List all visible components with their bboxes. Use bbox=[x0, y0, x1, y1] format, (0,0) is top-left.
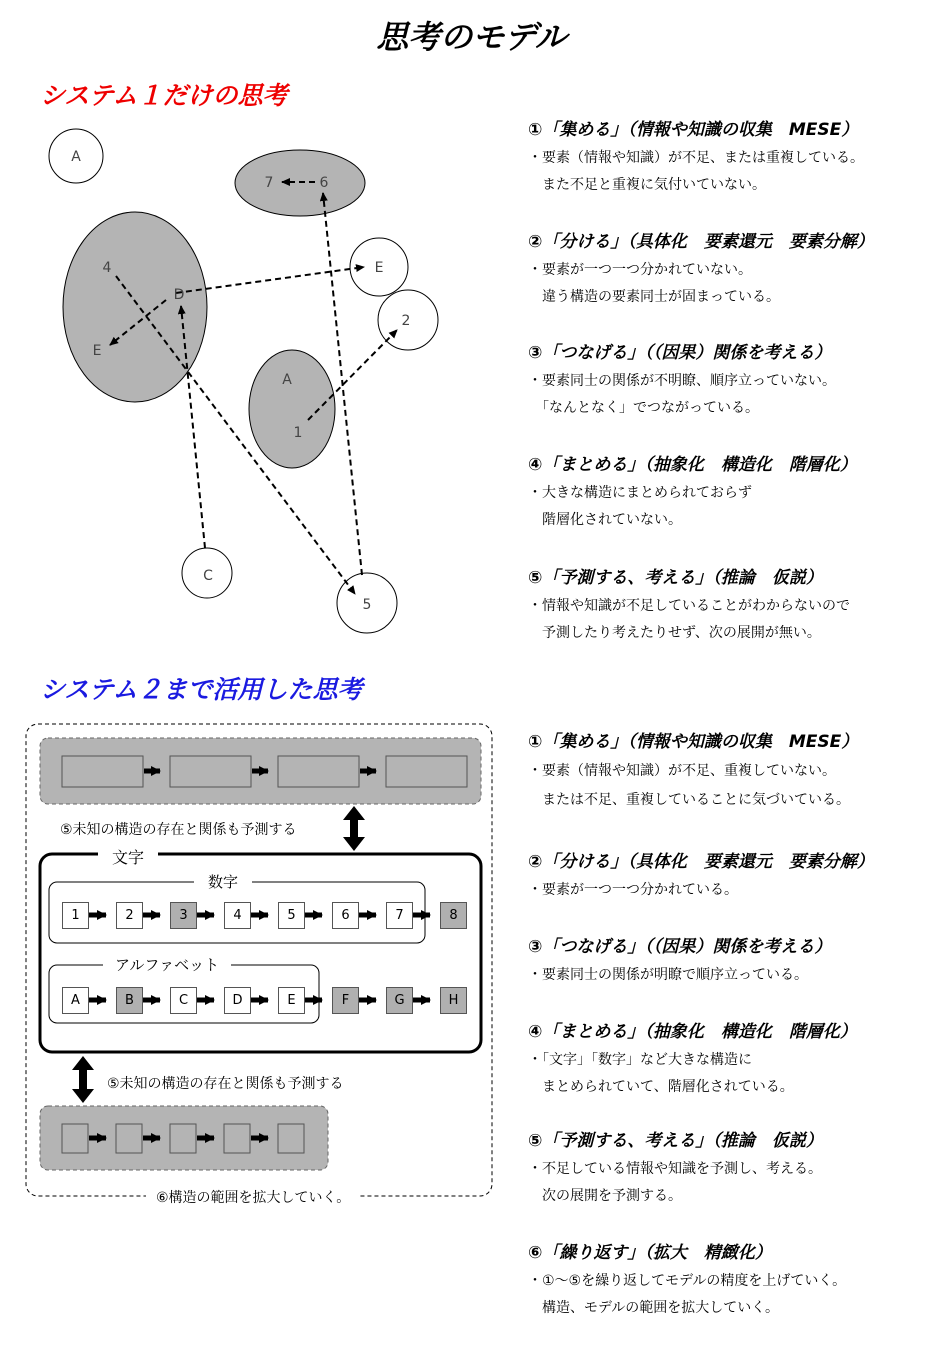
number-box-3: 3 bbox=[170, 902, 197, 929]
letter-box-a: A bbox=[62, 987, 89, 1014]
system1-item-2-line-1: ・要素が一つ一つ分かれていない。 bbox=[528, 262, 752, 278]
system1-item-2-line-2: 違う構造の要素同士が固まっている。 bbox=[528, 289, 780, 305]
system2-item-2 bbox=[528, 847, 874, 899]
system1-item-1-line-2: また不足と重複に気付いていない。 bbox=[528, 177, 766, 193]
system1-item-2 bbox=[528, 227, 874, 306]
system2-item-6-line-2: 構造、モデルの範囲を拡大していく。 bbox=[528, 1300, 780, 1316]
group-suji-label: 数字 bbox=[194, 871, 252, 892]
node-a-top: A bbox=[71, 149, 81, 165]
system1-item-3 bbox=[528, 338, 836, 417]
predict-label-bottom: ⑤未知の構造の存在と関係も予測する bbox=[107, 1076, 344, 1092]
system2-item-6-head: ⑥「繰り返す」（拡大 精緻化） bbox=[528, 1243, 772, 1263]
node-1: 1 bbox=[293, 425, 303, 441]
letter-box-c: C bbox=[170, 987, 197, 1014]
expand-label: ⑥構造の範囲を拡大していく。 bbox=[146, 1187, 360, 1207]
system2-item-6 bbox=[528, 1238, 846, 1317]
letter-box-g: G bbox=[386, 987, 413, 1014]
letter-box-f: F bbox=[332, 987, 359, 1014]
page-title: 思考のモデル bbox=[376, 18, 567, 56]
system1-item-2-head: ②「分ける」（具体化 要素還元 要素分解） bbox=[528, 232, 874, 252]
number-box-1: 1 bbox=[62, 902, 89, 929]
system2-item-4 bbox=[528, 1017, 857, 1096]
predict-label-top: ⑤未知の構造の存在と関係も予測する bbox=[60, 822, 297, 838]
system2-item-1 bbox=[528, 727, 858, 809]
system1-item-1 bbox=[528, 115, 864, 194]
group-moji-label: 文字 bbox=[98, 845, 158, 868]
node-5: 5 bbox=[362, 597, 372, 613]
system1-heading: システム１だけの思考 bbox=[40, 81, 288, 110]
system2-item-5-head: ⑤「予測する、考える」（推論 仮説） bbox=[528, 1131, 823, 1151]
system2-item-2-line-1: ・要素が一つ一つ分かれている。 bbox=[528, 882, 738, 898]
system1-item-4-head: ④「まとめる」（抽象化 構造化 階層化） bbox=[528, 455, 857, 475]
letter-box-e: E bbox=[278, 987, 305, 1014]
system2-item-4-line-2: まとめられていて、階層化されている。 bbox=[528, 1079, 794, 1095]
system1-item-5-head: ⑤「予測する、考える」（推論 仮説） bbox=[528, 568, 823, 588]
node-c: C bbox=[203, 568, 213, 584]
system2-item-6-line-1: ・①～⑤を繰り返してモデルの精度を上げていく。 bbox=[528, 1273, 847, 1289]
letter-box-d: D bbox=[224, 987, 251, 1014]
node-e-right: E bbox=[374, 260, 384, 276]
system2-item-1-head: ①「集める」（情報や知識の収集 MESE） bbox=[528, 732, 859, 752]
system1-item-1-head: ①「集める」（情報や知識の収集 MESE） bbox=[528, 120, 859, 140]
system2-item-5-line-2: 次の展開を予測する。 bbox=[528, 1188, 682, 1204]
moji-group-frame bbox=[40, 854, 481, 1052]
system2-item-3-head: ③「つなげる」（（因果）関係を考える） bbox=[528, 937, 832, 957]
system1-item-3-line-2: 「なんとなく」でつながっている。 bbox=[528, 400, 759, 416]
double-arrow-top bbox=[343, 806, 365, 851]
system1-item-4 bbox=[528, 450, 857, 529]
system2-item-3-line-1: ・要素同士の関係が明瞭で順序立っている。 bbox=[528, 967, 808, 983]
system2-item-3 bbox=[528, 932, 831, 984]
node-a-mid: A bbox=[282, 372, 292, 388]
system1-item-5-line-1: ・情報や知識が不足していることがわからないので bbox=[528, 598, 850, 614]
number-box-2: 2 bbox=[116, 902, 143, 929]
node-e-left: E bbox=[92, 343, 102, 359]
system2-item-5-line-1: ・不足している情報や知識を予測し、考える。 bbox=[528, 1161, 822, 1177]
system2-item-2-head: ②「分ける」（具体化 要素還元 要素分解） bbox=[528, 852, 874, 872]
number-box-7: 7 bbox=[386, 902, 413, 929]
system1-item-5-line-2: 予測したり考えたりせず、次の展開が無い。 bbox=[528, 625, 821, 641]
letter-box-h: H bbox=[440, 987, 467, 1014]
system2-item-4-head: ④「まとめる」（抽象化 構造化 階層化） bbox=[528, 1022, 857, 1042]
node-7: 7 bbox=[264, 175, 274, 191]
number-box-4: 4 bbox=[224, 902, 251, 929]
group-alpha-label: アルファベット bbox=[103, 954, 231, 975]
number-box-8: 8 bbox=[440, 902, 467, 929]
system1-item-3-head: ③「つなげる」（（因果）関係を考える） bbox=[528, 343, 832, 363]
system2-item-4-line-1: ・「文字」「数字」など大きな構造に bbox=[528, 1052, 752, 1068]
system2-heading: システム２まで活用した思考 bbox=[40, 675, 363, 704]
system1-item-4-line-1: ・大きな構造にまとめられておらず bbox=[528, 485, 752, 501]
system1-item-3-line-1: ・要素同士の関係が不明瞭、順序立っていない。 bbox=[528, 373, 836, 389]
node-2: 2 bbox=[401, 313, 411, 329]
system2-item-5 bbox=[528, 1126, 823, 1205]
letter-box-b: B bbox=[116, 987, 143, 1014]
node-4: 4 bbox=[102, 260, 112, 276]
system1-item-4-line-2: 階層化されていない。 bbox=[528, 512, 682, 528]
node-6: 6 bbox=[319, 175, 329, 191]
system2-item-1-line-1: ・要素（情報や知識）が不足、重複していない。 bbox=[528, 763, 836, 779]
system1-item-5 bbox=[528, 563, 850, 642]
number-box-5: 5 bbox=[278, 902, 305, 929]
number-box-6: 6 bbox=[332, 902, 359, 929]
double-arrow-bottom bbox=[72, 1056, 94, 1103]
system2-item-1-line-2: または不足、重複していることに気づいている。 bbox=[528, 792, 850, 808]
system1-item-1-line-1: ・要素（情報や知識）が不足、または重複している。 bbox=[528, 150, 864, 166]
node-d: D bbox=[173, 287, 185, 303]
